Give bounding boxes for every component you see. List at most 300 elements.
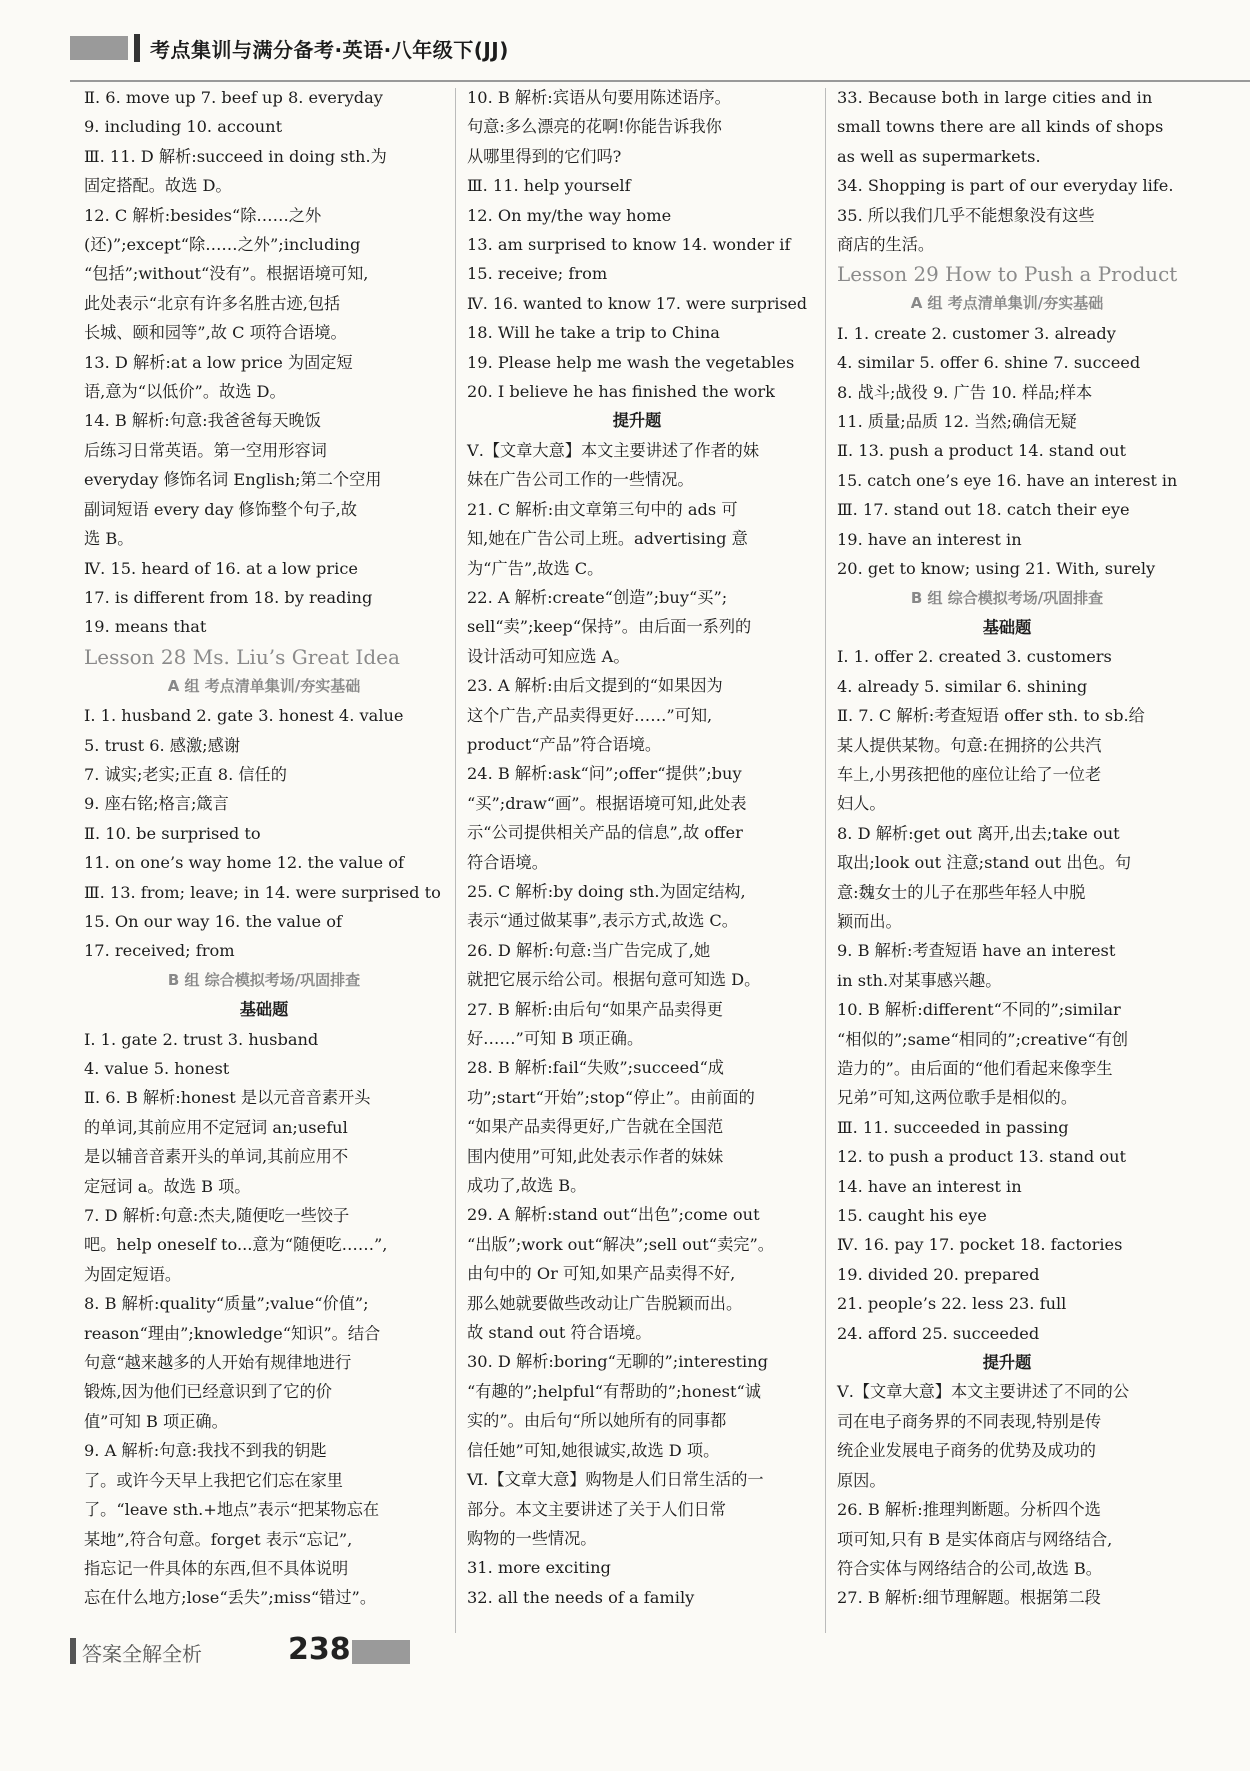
section-heading [84,672,444,701]
text-line [837,789,1177,818]
line-text: 32. all the needs of a family [467,1587,695,1607]
text-line [467,848,807,877]
line-text: 14. have an interest in [837,1176,1022,1196]
text-line [84,1054,444,1083]
text-line [467,818,807,847]
footer-decor-bar [70,1638,76,1664]
text-line [84,1436,444,1465]
text-line [837,1230,1177,1259]
text-line [837,83,1177,112]
line-text: 好……”可知 B 项正确。 [467,1029,644,1048]
header-decor-block [70,36,128,60]
line-text: 长城、颐和园等”,故 C 项符合语境。 [84,323,347,343]
text-line [837,1436,1177,1465]
line-text: 知,她在广告公司上班。advertising 意 [467,529,748,549]
text-line [467,1406,807,1435]
line-text: 28. B 解析:fail“失败”;succeed“成 [467,1058,724,1078]
line-text: “相似的”;same“相同的”;creative“有创 [837,1029,1129,1049]
line-text: 原因。 [837,1470,886,1490]
line-text: 13. am surprised to know 14. wonder if [467,235,791,255]
line-text: 实的”。由后句“所以她所有的同事都 [467,1411,727,1431]
text-line [467,1583,807,1612]
lesson-heading [837,259,1177,289]
line-text: 15. On our way 16. the value of [84,911,342,931]
column-2 [467,83,807,1612]
line-text: Ⅱ. 7. C 解析:考查短语 offer sth. to sb.给 [837,706,1145,726]
text-line [467,1524,807,1553]
text-line [467,701,807,730]
line-text: 句意:多么漂亮的花啊!你能告诉我你 [467,117,722,137]
line-text: 11. 质量;品质 12. 当然;确信无疑 [837,412,1077,432]
line-text: 4. similar 5. offer 6. shine 7. succeed [837,353,1141,373]
text-line [84,230,444,259]
line-text: Lesson 29 How to Push a Product [837,262,1178,287]
text-line [84,1583,444,1612]
line-text: Ⅲ. 17. stand out 18. catch their eye [837,500,1130,520]
line-text: 26. B 解析:推理判断题。分析四个选 [837,1500,1101,1520]
line-text: 15. receive; from [467,264,608,284]
line-text: Ⅳ. 16. wanted to know 17. were surprised [467,293,808,313]
text-line [467,436,807,465]
text-line [837,1025,1177,1054]
text-line [467,289,807,318]
text-line [467,554,807,583]
line-text: 8. 战斗;战役 9. 广告 10. 样品;样本 [837,382,1093,402]
text-line [837,701,1177,730]
text-line [467,201,807,230]
line-text: 10. B 解析:宾语从句要用陈述语序。 [467,88,731,107]
header-rule [70,80,1250,82]
text-line [837,731,1177,760]
text-line [467,789,807,818]
text-line [84,1495,444,1524]
line-text: 26. D 解析:句意:当广告完成了,她 [467,940,711,960]
line-text: Ⅲ. 11. D 解析:succeed in doing sth.为 [84,146,387,166]
line-text: 颖而出。 [837,911,902,931]
line-text: 9. including 10. account [84,117,283,137]
text-line [837,142,1177,171]
line-text: 语,意为“以低价”。故选 D。 [84,382,286,402]
text-line [837,407,1177,436]
line-text: 基础题 [982,617,1032,637]
text-line [84,112,444,141]
text-line [467,171,807,200]
text-line [837,112,1177,141]
text-line [84,1113,444,1142]
text-line [837,319,1177,348]
text-line [84,436,444,465]
section-heading [84,966,444,995]
line-text: 由句中的 Or 可知,如果产品卖得不好, [467,1264,736,1284]
text-line [84,1025,444,1054]
line-text: 31. more exciting [467,1558,611,1578]
text-line [467,1495,807,1524]
text-line [837,1495,1177,1524]
header-title: 考点集训与满分备考·英语·八年级下(JJ) [150,38,509,62]
text-line [837,1377,1177,1406]
text-line [84,936,444,965]
text-line [84,760,444,789]
line-text: 副词短语 every day 修饰整个句子,故 [84,499,357,519]
text-line [837,1142,1177,1171]
text-line [467,1142,807,1171]
text-line [467,1083,807,1112]
text-line [467,1436,807,1465]
line-text: 兄弟”可知,这两位歌手是相似的。 [837,1088,1078,1108]
text-line [837,1554,1177,1583]
text-line [84,1554,444,1583]
text-line [837,878,1177,907]
text-line [467,1289,807,1318]
line-text: 提升题 [982,1353,1032,1373]
text-line [467,1318,807,1347]
line-text: 19. divided 20. prepared [837,1264,1040,1284]
line-text: “如果产品卖得更好,广告就在全国范 [467,1117,724,1137]
text-line [84,1407,444,1436]
text-line [837,554,1177,583]
line-text: 9. 座右铭;格言;箴言 [84,794,229,814]
text-line [837,1113,1177,1142]
line-text: reason“理由”;knowledge“知识”。结合 [84,1323,381,1343]
text-line [467,583,807,612]
text-line [837,1407,1177,1436]
line-text: 27. B 解析:由后句“如果产品卖得更 [467,999,723,1019]
line-text: 此处表示“北京有许多名胜古迹,包括 [84,293,341,313]
text-line [837,201,1177,230]
line-text: Ⅳ. 16. pay 17. pocket 18. factories [837,1235,1123,1255]
line-text: 17. is different from 18. by reading [84,587,373,607]
text-line [84,377,444,406]
section-heading [467,406,807,435]
line-text: “包括”;without“没有”。根据语境可知, [84,264,369,284]
text-line [467,612,807,641]
column-divider [825,88,826,1633]
line-text: Ⅱ. 10. be surprised to [84,823,261,843]
text-line [84,907,444,936]
line-text: 司在电子商务界的不同表现,特别是传 [837,1411,1102,1431]
text-line [84,1466,444,1495]
text-line [84,201,444,230]
line-text: Lesson 28 Ms. Liu’s Great Idea [84,644,400,669]
text-line [837,819,1177,848]
line-text: 这个广告,产品卖得更好……”可知, [467,705,713,725]
text-line [837,936,1177,965]
text-line [837,1319,1177,1348]
text-line [84,554,444,583]
line-text: Ⅰ. 1. create 2. customer 3. already [837,323,1116,343]
line-text: 27. B 解析:细节理解题。根据第二段 [837,1588,1101,1608]
text-line [84,171,444,200]
text-line [837,378,1177,407]
line-text: 功”;start“开始”;stop“停止”。由前面的 [467,1087,755,1107]
text-line [467,1024,807,1053]
line-text: 购物的一些情况。 [467,1528,597,1548]
line-text: 13. D 解析:at a low price 为固定短 [84,352,353,372]
text-line [467,730,807,759]
line-text: 后练习日常英语。第一空用形容词 [84,440,327,460]
line-text: 忘在什么地方;lose“丢失”;miss“错过”。 [84,1588,377,1608]
line-text: 15. catch one’s eye 16. have an interest in [837,470,1178,490]
section-heading [837,584,1177,613]
line-text: 24. B 解析:ask“问”;offer“提供”;buy [467,764,742,784]
line-text: 8. B 解析:quality“质量”;value“价值”; [84,1294,369,1314]
line-text: A 组 考点清单集训/夯实基础 [910,294,1104,313]
line-text: A 组 考点清单集训/夯实基础 [167,676,361,695]
line-text: 9. B 解析:考查短语 have an interest [837,941,1116,961]
text-line [84,1377,444,1406]
line-text: 妹在广告公司工作的一些情况。 [467,470,694,490]
text-line [84,406,444,435]
text-line [467,1347,807,1376]
line-text: 22. A 解析:create“创造”;buy“买”; [467,587,728,607]
line-text: Ⅲ. 11. help yourself [467,176,631,196]
line-text: 故 stand out 符合语境。 [467,1323,652,1343]
line-text: 17. received; from [84,941,235,961]
text-line [84,259,444,288]
line-text: 7. D 解析:句意:杰夫,随便吃一些饺子 [84,1206,350,1226]
text-line [467,1112,807,1141]
line-text: 29. A 解析:stand out“出色”;come out [467,1205,760,1225]
text-line [837,907,1177,936]
text-line [467,142,807,171]
line-text: 选 B。 [84,529,134,549]
line-text: 14. B 解析:句意:我爸爸每天晚饭 [84,411,321,431]
line-text: B 组 综合模拟考场/巩固排查 [167,970,361,989]
text-line [837,436,1177,465]
text-line [84,348,444,377]
line-text: 为固定短语。 [84,1264,182,1284]
text-line [837,1172,1177,1201]
line-text: 18. Will he take a trip to China [467,323,720,343]
line-text: 33. Because both in large cities and in [837,88,1153,107]
text-line [84,1201,444,1230]
line-text: 为“广告”,故选 C。 [467,558,604,578]
text-line [837,171,1177,200]
text-line [84,1172,444,1201]
text-line [84,878,444,907]
text-line [467,877,807,906]
line-text: 34. Shopping is part of our everyday life. [837,176,1174,196]
section-heading [837,289,1177,318]
line-text: product“产品”符合语境。 [467,734,662,754]
text-line [467,1377,807,1406]
line-text: “有趣的”;helpful“有帮助的”;honest“诚 [467,1381,761,1401]
line-text: 25. C 解析:by doing sth.为固定结构, [467,881,746,901]
line-text: 取出;look out 注意;stand out 出色。句 [837,853,1132,873]
text-line [467,1553,807,1582]
text-line [837,642,1177,671]
line-text: 车上,小男孩把他的座位让给了一位老 [837,764,1102,784]
line-text: 妇人。 [837,794,886,814]
text-line [837,1583,1177,1612]
line-text: in sth.对某事感兴趣。 [837,970,1002,990]
line-text: everyday 修饰名词 English;第二个空用 [84,470,382,490]
line-text: 35. 所以我们几乎不能想象没有这些 [837,205,1095,225]
line-text: 句意“越来越多的人开始有规律地进行 [84,1353,352,1373]
line-text: 20. get to know; using 21. With, surely [837,559,1156,579]
text-line [467,1200,807,1229]
line-text: Ⅱ. 6. move up 7. beef up 8. everyday [84,88,383,107]
text-line [467,259,807,288]
line-text: Ⅴ.【文章大意】本文主要讲述了作者的妹 [467,440,760,460]
text-line [84,1289,444,1318]
line-text: Ⅱ. 6. B 解析:honest 是以元音音素开头 [84,1088,371,1108]
column-divider [455,88,456,1633]
line-text: 值”可知 B 项正确。 [84,1411,228,1431]
line-text: Ⅴ.【文章大意】本文主要讲述了不同的公 [837,1382,1130,1402]
text-line [837,230,1177,259]
line-text: 4. already 5. similar 6. shining [837,676,1088,696]
line-text: 23. A 解析:由后文提到的“如果因为 [467,676,723,696]
text-line [84,701,444,730]
section-heading [84,995,444,1024]
line-text: 19. have an interest in [837,529,1022,549]
line-text: 信任她”可知,她很诚实,故选 D 项。 [467,1440,720,1460]
text-line [84,819,444,848]
line-text: 指忘记一件具体的东西,但不具体说明 [84,1558,349,1578]
line-text: 30. D 解析:boring“无聊的”;interesting [467,1352,769,1372]
line-text: Ⅰ. 1. husband 2. gate 3. honest 4. value [84,706,404,726]
text-line [84,789,444,818]
text-line [467,936,807,965]
line-text: 提升题 [612,411,662,431]
text-line [84,848,444,877]
text-line [467,1230,807,1259]
text-line [467,112,807,141]
line-text: 示“公司提供相关产品的信息”,故 offer [467,823,743,843]
text-line [467,642,807,671]
text-line [84,583,444,612]
line-text: 那么她就要做些改动让广告脱颖而出。 [467,1293,743,1313]
text-line [84,1525,444,1554]
line-text: 5. trust 6. 感激;感谢 [84,735,241,755]
text-line [84,612,444,641]
line-text: small towns there are all kinds of shops [837,117,1164,137]
text-line [837,1289,1177,1318]
text-line [837,1260,1177,1289]
line-text: 24. afford 25. succeeded [837,1323,1040,1343]
text-line [467,83,807,112]
line-text: 了。或许今天早上我把它们忘在家里 [84,1470,343,1490]
column-3 [837,83,1177,1613]
footer-label: 答案全解全析 [82,1642,202,1666]
line-text: 10. B 解析:different“不同的”;similar [837,1000,1121,1020]
text-line [837,995,1177,1024]
text-line [467,377,807,406]
column-1 [84,83,444,1613]
line-text: Ⅰ. 1. gate 2. trust 3. husband [84,1029,319,1049]
text-line [837,848,1177,877]
line-text: Ⅲ. 11. succeeded in passing [837,1117,1069,1137]
text-line [467,465,807,494]
text-line [84,1142,444,1171]
text-line [467,495,807,524]
line-text: 19. means that [84,617,207,637]
line-text: 商店的生活。 [837,235,935,255]
line-text: Ⅰ. 1. offer 2. created 3. customers [837,647,1112,667]
text-line [467,1053,807,1082]
line-text: 15. caught his eye [837,1206,987,1226]
line-text: 12. C 解析:besides“除……之外 [84,205,322,225]
line-text: 是以辅音音素开头的单词,其前应用不 [84,1147,349,1167]
text-line [467,1465,807,1494]
text-line [467,348,807,377]
line-text: 9. A 解析:句意:我找不到我的钥匙 [84,1441,327,1461]
line-text: B 组 综合模拟考场/巩固排查 [910,588,1104,607]
text-line [467,1259,807,1288]
line-text: 设计活动可知应选 A。 [467,646,630,666]
line-text: 表示“通过做某事”,表示方式,故选 C。 [467,911,738,931]
text-line [467,1171,807,1200]
line-text: 12. to push a product 13. stand out [837,1147,1127,1167]
line-text: 21. C 解析:由文章第三句中的 ads 可 [467,499,738,519]
text-line [84,1083,444,1112]
text-line [837,466,1177,495]
line-text: 就把它展示给公司。根据句意可知选 D。 [467,970,761,990]
line-text: sell“卖”;keep“保持”。由后面一系列的 [467,617,752,637]
line-text: 成功了,故选 B。 [467,1176,587,1196]
line-text: 固定搭配。故选 D。 [84,176,232,196]
line-text: 统企业发展电子商务的优势及成功的 [837,1441,1096,1461]
text-line [837,760,1177,789]
text-line [467,995,807,1024]
line-text: Ⅳ. 15. heard of 16. at a low price [84,558,358,578]
line-text: 从哪里得到的它们吗? [467,146,622,166]
line-text: “出版”;work out“解决”;sell out“卖完”。 [467,1234,774,1254]
line-text: 某人提供某物。句意:在拥挤的公共汽 [837,735,1102,755]
text-line [84,1348,444,1377]
line-text: 锻炼,因为他们已经意识到了它的价 [84,1382,332,1402]
line-text: 吧。help oneself to...意为“随便吃……”, [84,1235,388,1255]
line-text: 11. on one’s way home 12. the value of [84,853,405,873]
text-line [84,1319,444,1348]
line-text: 部分。本文主要讲述了关于人们日常 [467,1499,726,1519]
text-line [84,289,444,318]
text-line [837,1054,1177,1083]
text-line [467,965,807,994]
line-text: 20. I believe he has finished the work [467,382,775,402]
text-line [837,495,1177,524]
text-line [467,230,807,259]
line-text: as well as supermarkets. [837,146,1041,166]
text-line [84,524,444,553]
line-text: 了。“leave sth.+地点”表示“把某物忘在 [84,1500,380,1520]
page-header [70,28,1250,68]
text-line [837,672,1177,701]
line-text: 21. people’s 22. less 23. full [837,1294,1067,1314]
text-line [467,524,807,553]
text-line [84,731,444,760]
text-line [837,1083,1177,1112]
text-line [84,1230,444,1259]
line-text: 围内使用”可知,此处表示作者的妹妹 [467,1146,724,1166]
line-text: 某地”,符合句意。forget 表示“忘记”, [84,1529,353,1549]
line-text: Ⅵ.【文章大意】购物是人们日常生活的一 [467,1470,764,1490]
text-line [84,142,444,171]
line-text: 7. 诚实;老实;正直 8. 信任的 [84,764,287,784]
text-line [84,83,444,112]
line-text: Ⅱ. 13. push a product 14. stand out [837,441,1126,461]
text-line [84,318,444,347]
text-line [837,1201,1177,1230]
line-text: 19. Please help me wash the vegetables [467,352,795,372]
text-line [837,525,1177,554]
line-text: 定冠词 a。故选 B 项。 [84,1176,251,1196]
text-line [837,348,1177,377]
line-text: 项可知,只有 B 是实体商店与网络结合, [837,1529,1113,1549]
text-line [467,671,807,700]
line-text: Ⅲ. 13. from; leave; in 14. were surprised to [84,882,441,902]
